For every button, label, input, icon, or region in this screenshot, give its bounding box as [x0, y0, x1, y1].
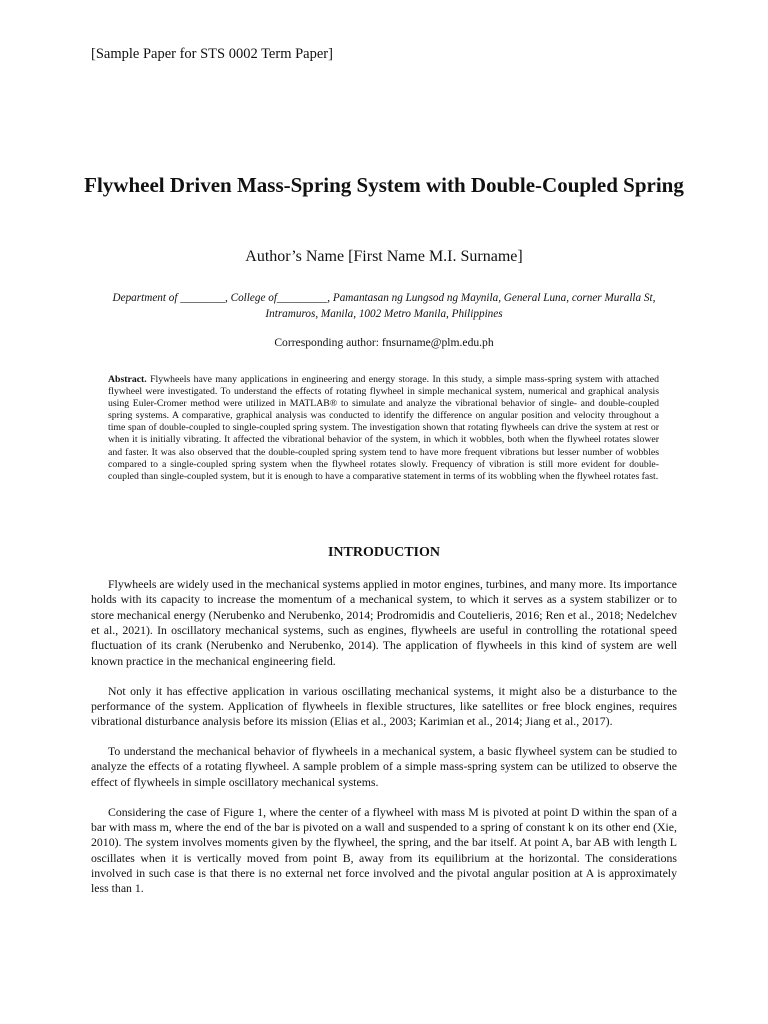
abstract-label: Abstract. — [108, 374, 147, 385]
paragraph: To understand the mechanical behavior of flywheels in a mechanical system, a basic flywheel system can be studied to analyze the effects of a rotating flywheel. A sample problem of a simple mass-spring system can be utilized to observe the effect of flywheels in simple oscillatory mechanical systems. — [91, 744, 677, 789]
introduction-body — [91, 577, 677, 911]
abstract — [108, 374, 659, 483]
paper-title: Flywheel Driven Mass-Spring System with Double-Coupled Spring — [84, 173, 684, 197]
abstract-text: Flywheels have many applications in engineering and energy storage. In this study, a simple mass-spring system with attached flywheel were investigated. To understand the effects of rotating flywheel in simple mechanical system, numerical and graphical analysis using Euler-Cromer method were utilized in MATLAB® to simulate and analyze the vibrational behavior of single- and double-coupled spring systems. A comparative, graphical analysis was conducted to identify the difference on angular position and velocity throughout a time span of double-coupled to single-coupled spring system. The investigation shown that rotating flywheels can drive the system at rest or when it is initially vibrating. It affected the vibrational behavior of the system, in which it wobbles, both when the flywheel rotates slower and faster. It was also observed that the double-coupled spring system tend to have more frequent vibrations but lesser number of wobbles compared to a single-coupled spring system when the flywheel rotates slowly. Frequency of vibration is still more evident for double-coupled than single-coupled system, but it is enough to have a comparative statement in terms of its wobbling when the flywheel rotates fast. — [108, 374, 660, 482]
paragraph: Flywheels are widely used in the mechanical systems applied in motor engines, turbines, and many more. Its importance holds with its capacity to increase the momentum of a mechanical system, to which it serves as a system stabilizer or to store mechanical energy (Nerubenko and Nerubenko, 2014; Prodromidis and Coutelieris, 2016; Ren et al., 2018; Nedelchev et al., 2021). In oscillatory mechanical systems, such as engines, flywheels are useful in controlling the rotational speed fluctuation of its crank (Nerubenko and Nerubenko, 2014). The application of flywheels in this kind of system are well known practice in the mechanical engineering field. — [91, 577, 677, 668]
section-heading-introduction: INTRODUCTION — [327, 545, 440, 560]
author-affiliation: Department of ________, College of_________, Pamantasan ng Lungsod ng Maynila, General Luna, corner Muralla St, Intramuros, Manila, 1002 Metro Manila, Philippines — [112, 292, 656, 320]
header-note: [Sample Paper for STS 0002 Term Paper] — [91, 46, 333, 62]
paragraph: Considering the case of Figure 1, where the center of a flywheel with mass M is pivoted at point D within the span of a bar with mass m, where the end of the bar is pivoted on a wall and suspended to a spring of constant k on its other end (Xie, 2010). The system involves moments given by the flywheel, the spring, and the bar itself. At point A, bar AB with length L oscillates when it is vertically moved from point B, away from its equilibrium at the horizontal. The considerations involved in such case is that there is no external net force involved and the pivotal angular position at A is approximately less than 1. — [91, 804, 677, 896]
paragraph: Not only it has effective application in various oscillating mechanical systems, it might also be a disturbance to the performance of the system. Application of flywheels in flexible structures, like satellites or free block engines, requires vibrational disturbance analysis before its mission (Elias et al., 2003; Karimian et al., 2014; Jiang et al., 2017). — [91, 683, 677, 729]
corresponding-author: Corresponding author: fnsurname@plm.edu.ph — [274, 336, 494, 349]
author-name: Author’s Name [First Name M.I. Surname] — [245, 248, 523, 265]
